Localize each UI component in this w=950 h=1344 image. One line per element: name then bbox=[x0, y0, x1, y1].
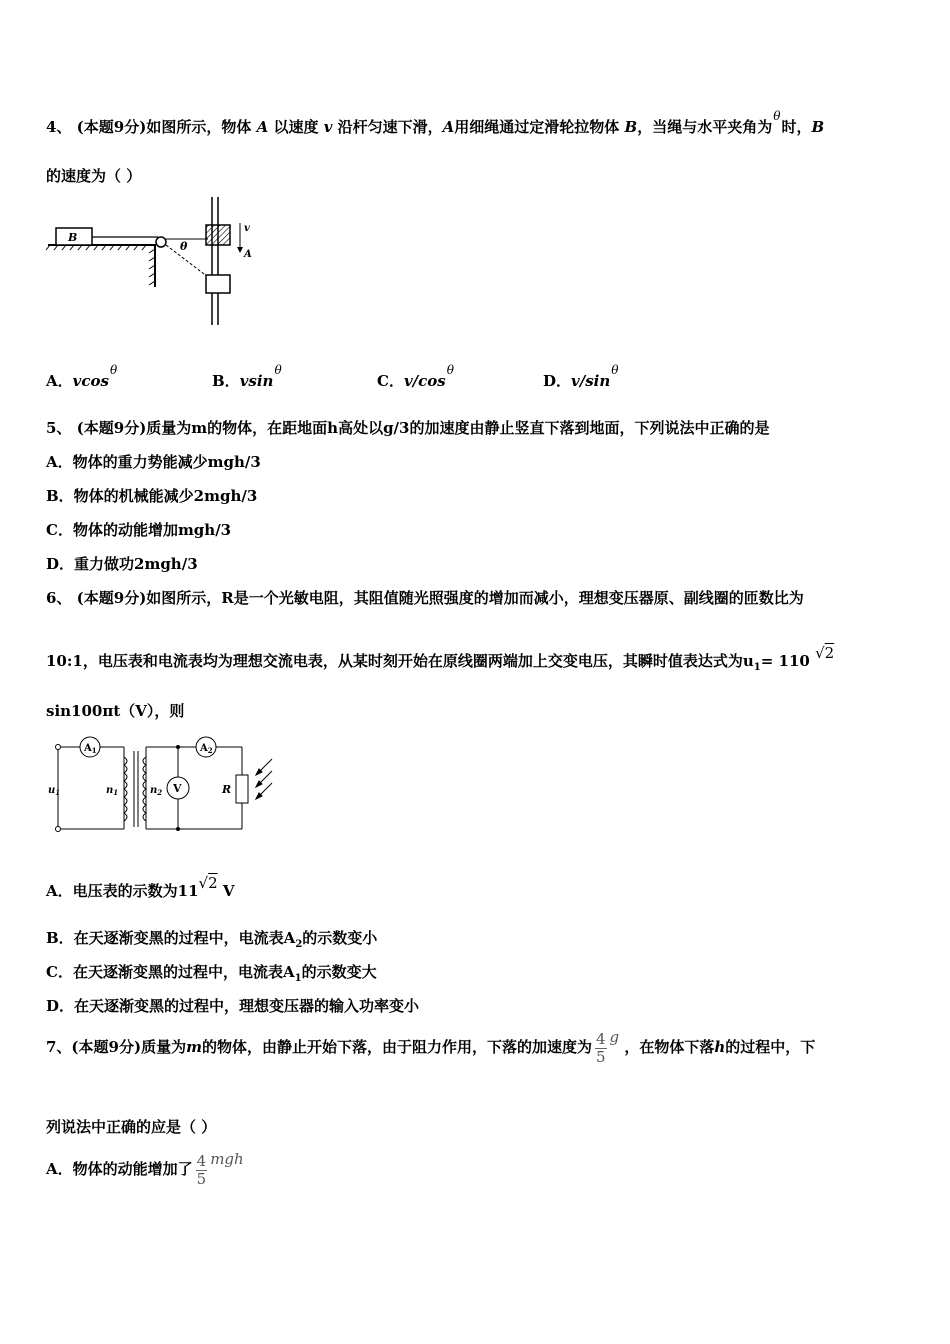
light-arrows bbox=[256, 759, 272, 799]
velocity-label: v bbox=[244, 223, 250, 234]
angle-label: θ bbox=[180, 240, 188, 253]
junction-bottom bbox=[176, 827, 180, 831]
q7-stem-line1: 7、(本题9分)质量为m的物体，由静止开始下落，由于阻力作用，下落的加速度为 $\frac{4}{5}$ g ，在物体下落h的过程中，下 bbox=[46, 1028, 816, 1066]
q4-option-d: D．$v/\sin^\theta$ bbox=[543, 363, 619, 390]
terminal-bottom bbox=[56, 827, 61, 832]
q5-option-d: D．重力做功2mgh/3 bbox=[46, 555, 198, 573]
q6-stem-line1: 6、 (本题9分)如图所示，R是一个光敏电阻，其阻值随光照强度的增加而减小，理想变压器原、副线圈的匝数比为 bbox=[46, 589, 804, 607]
voltmeter-label: V bbox=[173, 782, 182, 795]
q5-option-a: A．物体的重力势能减少mgh/3 bbox=[46, 453, 261, 471]
q5-option-b: B．物体的机械能减少2mgh/3 bbox=[46, 487, 258, 505]
terminal-top bbox=[56, 745, 61, 750]
q6-option-c: C．在天逐渐变黑的过程中，电流表$A_1$的示数变大 bbox=[46, 963, 377, 984]
q4-stem-line1: 4、 (本题9分)如图所示，物体 A 以速度 v 沿杆匀速下滑，A用细绳通过定滑轮拉物体 B，当绳与水平夹角为$^\theta$时，B bbox=[46, 109, 825, 136]
block-b-label: B bbox=[68, 231, 78, 244]
q4-option-b: B．vsin$^\theta$ bbox=[212, 363, 282, 390]
block-a bbox=[206, 225, 230, 245]
q7-fraction: $\frac{4}{5}$ bbox=[595, 1029, 606, 1066]
n2-label: $n_2$ bbox=[150, 785, 163, 797]
ammeter-a1-label: $A_1$ bbox=[84, 743, 97, 755]
q4-stem-line2: 的速度为（ ） bbox=[46, 167, 142, 185]
q4-option-c: C．$v/\cos^\theta$ bbox=[377, 363, 454, 390]
block-a-label: A bbox=[244, 249, 252, 260]
block-a-later bbox=[206, 275, 230, 293]
n1-label: $n_1$ bbox=[106, 785, 119, 797]
q7-stem-line2: 列说法中正确的应是（ ） bbox=[46, 1118, 217, 1136]
q5-option-c: C．物体的动能增加mgh/3 bbox=[46, 521, 232, 539]
resistor-label: R bbox=[222, 783, 232, 796]
q6-option-b: B．在天逐渐变黑的过程中，电流表$A_2$的示数变小 bbox=[46, 929, 378, 950]
pulley bbox=[156, 237, 166, 247]
q6-stem-line3: sin100πt（V），则 bbox=[46, 702, 185, 720]
ammeter-a2-label: $A_2$ bbox=[200, 743, 213, 755]
q5-stem: 5、 (本题9分)质量为m的物体，在距地面h高处以g/3的加速度由静止竖直下落到地面，下列说法中正确的是 bbox=[46, 419, 770, 437]
photoresistor bbox=[236, 775, 248, 803]
q6-circuit-figure bbox=[46, 735, 276, 835]
q6-option-a: A．电压表的示数为11√2 V bbox=[46, 874, 235, 900]
q6-stem-line2: 10:1，电压表和电流表均为理想交流电表，从某时刻开始在原线圈两端加上交变电压，其瞬时值表达式为$u_1= 110$ √2 bbox=[46, 644, 835, 673]
u1-label: $u_1$ bbox=[48, 785, 61, 797]
q4-figure bbox=[46, 195, 286, 330]
junction-top bbox=[176, 745, 180, 749]
q4-option-a: A．vcos$^\theta$ bbox=[46, 363, 118, 390]
q6-option-d: D．在天逐渐变黑的过程中，理想变压器的输入功率变小 bbox=[46, 997, 420, 1015]
q7-option-a: A．物体的动能增加了 $\frac{4}{5}$ mgh bbox=[46, 1150, 244, 1188]
